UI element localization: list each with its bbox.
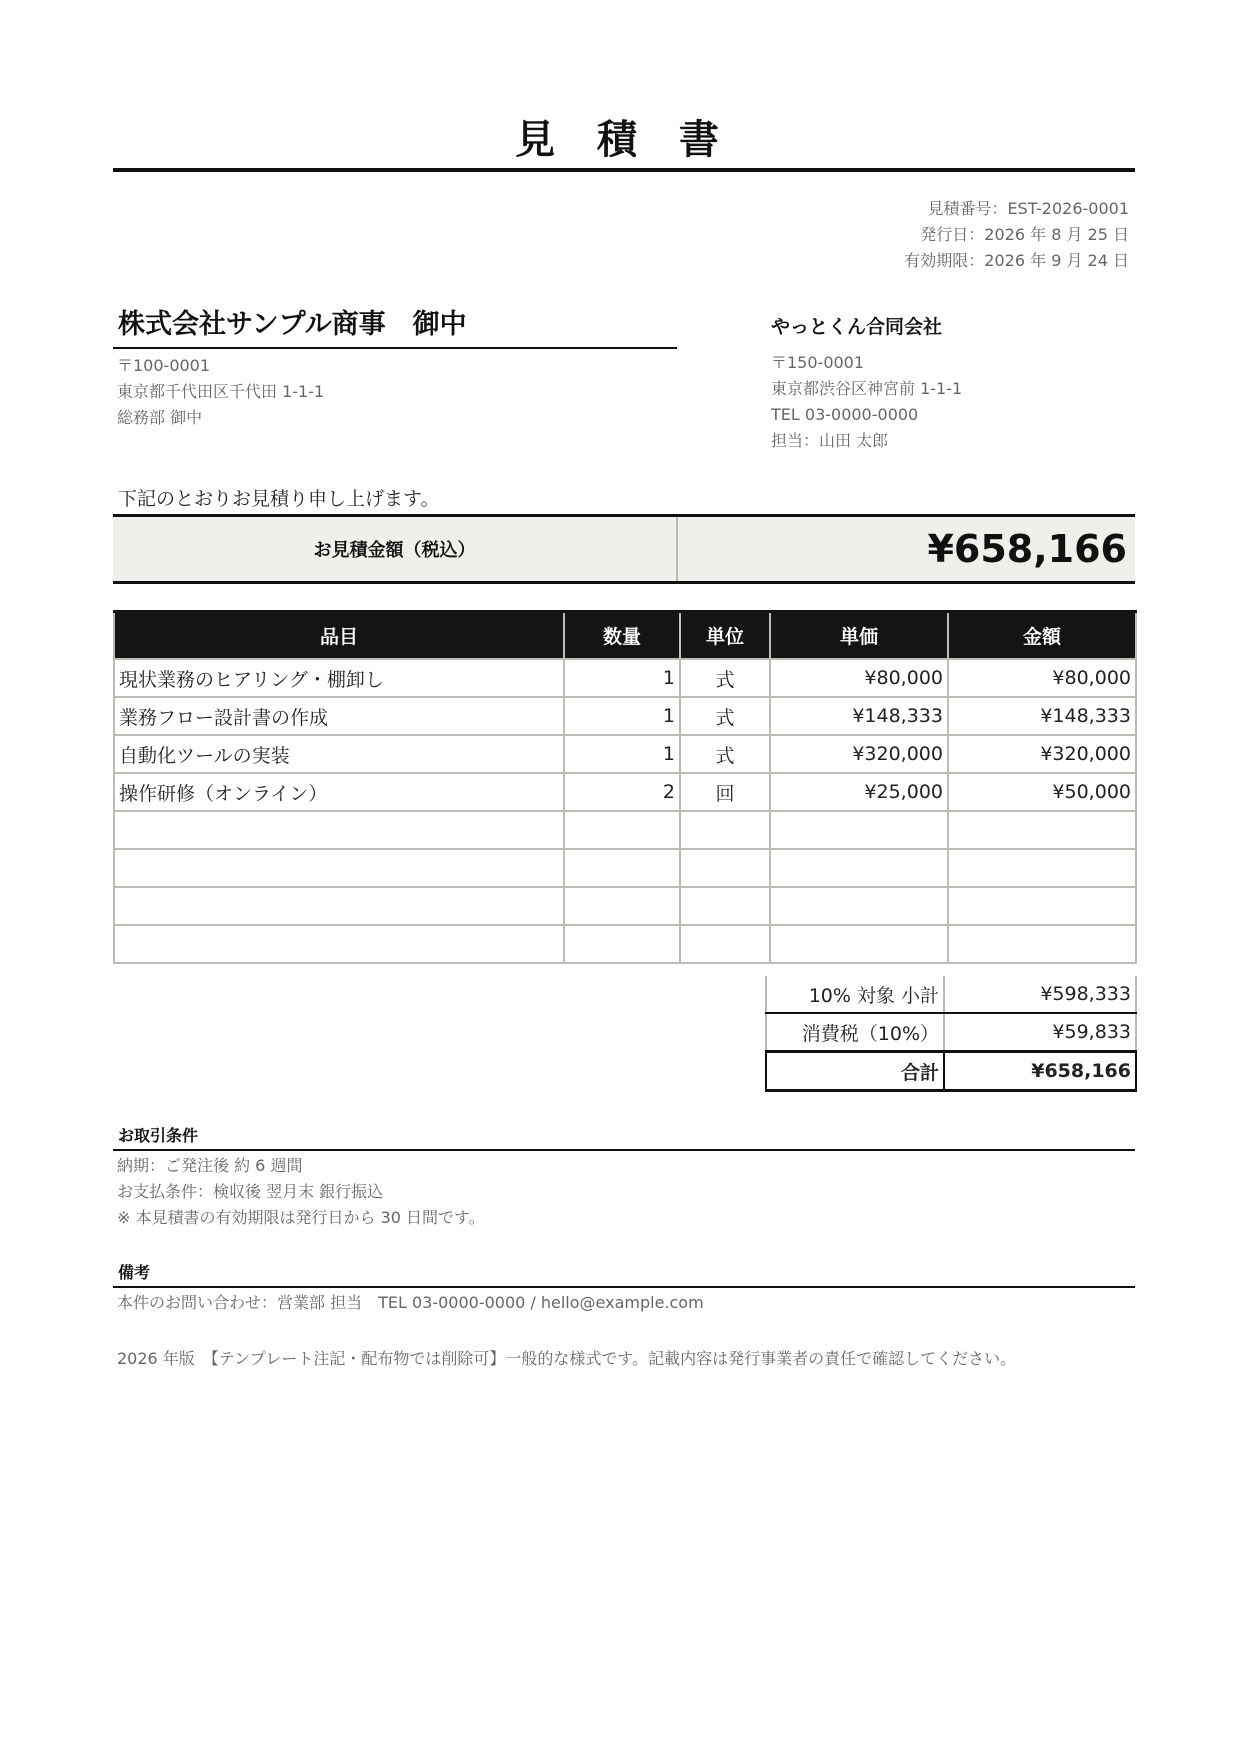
subtotal-row — [766, 976, 1136, 1013]
tax-row — [766, 1013, 1136, 1052]
grand-total-label: 合計 — [766, 1052, 944, 1091]
terms-heading: お取引条件 — [118, 1126, 199, 1145]
item-amount: ¥320,000 — [948, 735, 1136, 773]
item-unit-price: ¥80,000 — [770, 659, 948, 697]
header-unit: 単位 — [680, 612, 770, 660]
subtotal-value: ¥598,333 — [944, 976, 1136, 1013]
issuer-address: 東京都渋谷区神宮前 1-1-1 — [771, 379, 963, 398]
item-quantity — [564, 849, 680, 887]
item-unit: 回 — [680, 773, 770, 811]
item-unit-price: ¥148,333 — [770, 697, 948, 735]
table-header-row — [114, 612, 1136, 660]
item-unit — [680, 887, 770, 925]
item-name — [114, 811, 564, 849]
tax-value: ¥59,833 — [944, 1013, 1136, 1052]
client-block — [113, 302, 677, 431]
item-amount — [948, 887, 1136, 925]
table-row — [114, 887, 1136, 925]
table-row — [114, 811, 1136, 849]
item-name — [114, 887, 564, 925]
table-row — [114, 925, 1136, 963]
item-quantity: 2 — [564, 773, 680, 811]
item-unit-price — [770, 887, 948, 925]
item-name: 操作研修（オンライン） — [114, 773, 564, 811]
item-name: 業務フロー設計書の作成 — [114, 697, 564, 735]
terms-section — [113, 1123, 1135, 1231]
item-amount: ¥80,000 — [948, 659, 1136, 697]
header-unit-price: 単価 — [770, 612, 948, 660]
item-unit-price: ¥320,000 — [770, 735, 948, 773]
table-row — [114, 659, 1136, 697]
notes-line: 本件のお問い合わせ：営業部 担当 TEL 03-0000-0000 / hello@example.com — [117, 1293, 704, 1312]
title-divider — [113, 168, 1135, 172]
total-amount-value: ¥658,166 — [678, 517, 1135, 581]
footer-note: 2026 年版 【テンプレート注記・配布物では削除可】一般的な様式です。記載内容は発行事業者の責任で確認してください。 — [117, 1349, 1017, 1368]
tax-label: 消費税（10%） — [766, 1013, 944, 1052]
item-name: 自動化ツールの実装 — [114, 735, 564, 773]
item-unit-price — [770, 811, 948, 849]
notes-divider — [113, 1286, 1135, 1288]
subtotal-label: 10% 対象 小計 — [766, 976, 944, 1013]
notes-section — [113, 1260, 1135, 1316]
estimate-number: 見積番号：EST-2026-0001 — [927, 199, 1129, 218]
item-quantity: 1 — [564, 735, 680, 773]
total-amount-label: お見積金額（税込） — [113, 517, 678, 581]
item-unit — [680, 849, 770, 887]
item-unit: 式 — [680, 735, 770, 773]
item-unit-price: ¥25,000 — [770, 773, 948, 811]
table-row — [114, 735, 1136, 773]
client-divider — [113, 347, 677, 349]
notes-heading: 備考 — [118, 1263, 151, 1282]
terms-line: お支払条件：検収後 翌月末 銀行振込 — [117, 1182, 384, 1201]
grand-total-row — [766, 1052, 1136, 1091]
summary-table — [765, 976, 1137, 1092]
header-amount: 金額 — [948, 612, 1136, 660]
issuer-postal: 〒150-0001 — [771, 353, 865, 372]
line-items-table — [113, 610, 1137, 964]
item-name — [114, 925, 564, 963]
client-department: 総務部 御中 — [117, 408, 203, 427]
table-row — [114, 849, 1136, 887]
item-quantity: 1 — [564, 659, 680, 697]
client-name: 株式会社サンプル商事 御中 — [118, 309, 467, 340]
item-name: 現状業務のヒアリング・棚卸し — [114, 659, 564, 697]
item-unit: 式 — [680, 659, 770, 697]
table-row — [114, 697, 1136, 735]
item-unit — [680, 925, 770, 963]
item-unit — [680, 811, 770, 849]
header-quantity: 数量 — [564, 612, 680, 660]
terms-line: 納期：ご発注後 約 6 週間 — [117, 1156, 303, 1175]
valid-until: 有効期限：2026 年 9 月 24 日 — [904, 251, 1129, 270]
terms-divider — [113, 1149, 1135, 1151]
item-quantity — [564, 887, 680, 925]
item-amount — [948, 849, 1136, 887]
item-amount — [948, 811, 1136, 849]
item-amount: ¥50,000 — [948, 773, 1136, 811]
grand-total-value: ¥658,166 — [944, 1052, 1136, 1091]
item-unit-price — [770, 925, 948, 963]
document-title: 見 積 書 — [515, 117, 733, 163]
table-row — [114, 773, 1136, 811]
issuer-block — [771, 310, 1131, 454]
item-quantity — [564, 925, 680, 963]
client-address: 東京都千代田区千代田 1-1-1 — [117, 382, 325, 401]
terms-line: ※ 本見積書の有効期限は発行日から 30 日間です。 — [117, 1208, 485, 1227]
issue-date: 発行日：2026 年 8 月 25 日 — [920, 225, 1129, 244]
item-quantity: 1 — [564, 697, 680, 735]
item-amount: ¥148,333 — [948, 697, 1136, 735]
intro-text: 下記のとおりお見積り申し上げます。 — [118, 488, 440, 510]
estimate-page — [113, 0, 1135, 1754]
item-unit-price — [770, 849, 948, 887]
item-amount — [948, 925, 1136, 963]
header-item: 品目 — [114, 612, 564, 660]
issuer-contact: 担当：山田 太郎 — [771, 431, 889, 450]
estimate-meta — [904, 196, 1129, 274]
item-unit: 式 — [680, 697, 770, 735]
total-amount-box — [113, 514, 1135, 584]
issuer-tel: TEL 03-0000-0000 — [771, 405, 919, 424]
item-quantity — [564, 811, 680, 849]
issuer-name: やっとくん合同会社 — [771, 316, 943, 338]
item-name — [114, 849, 564, 887]
client-postal: 〒100-0001 — [117, 356, 211, 375]
